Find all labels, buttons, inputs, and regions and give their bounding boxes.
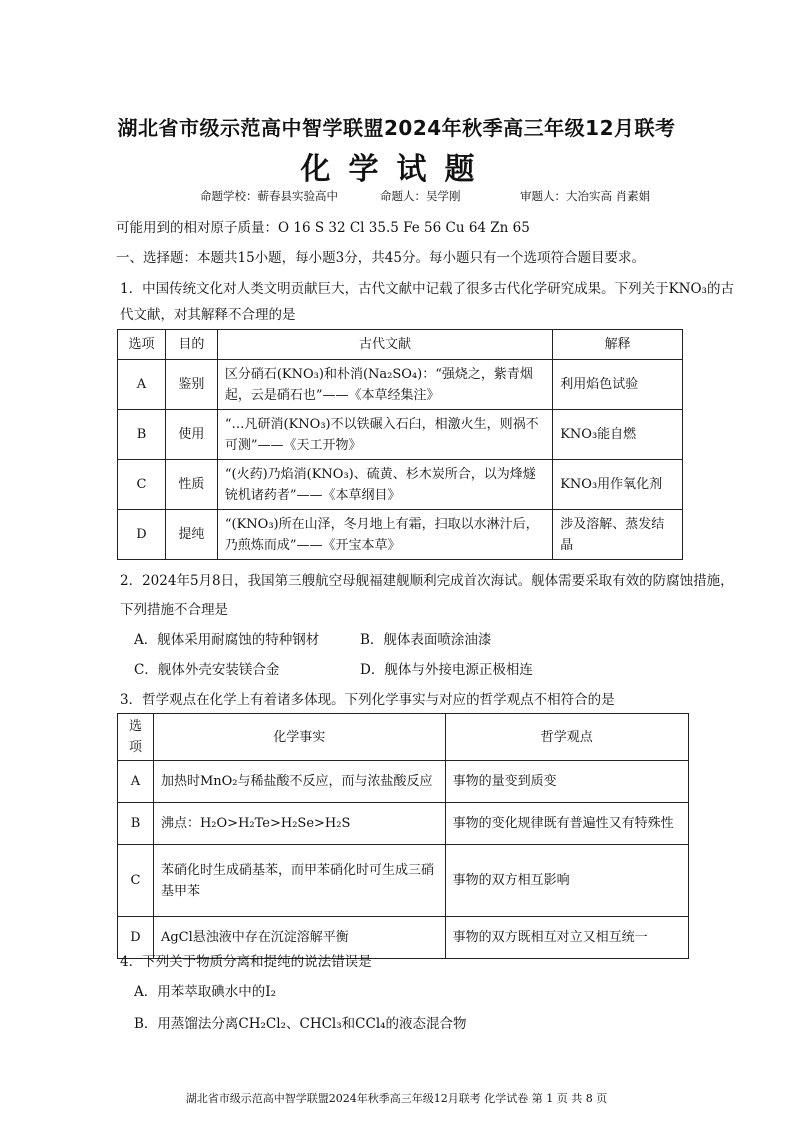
q3-header-option: 选项 <box>118 714 154 761</box>
page-footer: 湖北省市级示范高中智学联盟2024年秋季高三年级12月联考 化学试卷 第 1 页 共 8 页 <box>185 1092 608 1105</box>
q1-table <box>117 329 683 560</box>
q1-row-explain: 利用焰色试验 <box>553 360 683 410</box>
q1-row-purpose: 使用 <box>165 410 217 460</box>
q1-header-text: 古代文献 <box>217 330 552 360</box>
q3-row-option: B <box>118 803 154 845</box>
q3-row-option: A <box>118 761 154 803</box>
table-row <box>118 360 683 410</box>
q1-row-option: C <box>118 460 166 510</box>
q1-row-option: A <box>118 360 166 410</box>
table-row <box>118 460 683 510</box>
table-row <box>118 845 689 917</box>
q3-row-fact: 苯硝化时生成硝基苯，而甲苯硝化时可生成三硝基甲苯 <box>153 845 445 917</box>
q2-stem-1: 2．2024年5月8日，我国第三艘航空母舰福建舰顺利完成首次海试。舰体需要采取有效的防腐蚀措施， <box>120 573 734 589</box>
q1-row-option: B <box>118 410 166 460</box>
q3-header-view: 哲学观点 <box>445 714 688 761</box>
proposer-author: 命题人：吴学刚 <box>380 189 461 203</box>
q1-row-purpose: 性质 <box>165 460 217 510</box>
table-row <box>118 761 689 803</box>
q4-option-a: A．用苯萃取碘水中的I₂ <box>134 984 276 1000</box>
q2-option-b: B．舰体表面喷涂油漆 <box>360 632 492 648</box>
q3-table <box>117 713 689 959</box>
exam-subject: 化学试题 <box>300 152 493 187</box>
q2-option-c: C．舰体外壳安装镁合金 <box>134 662 280 678</box>
q3-header-fact: 化学事实 <box>153 714 445 761</box>
q2-option-a: A．舰体采用耐腐蚀的特种钢材 <box>134 632 320 648</box>
q3-row-fact: 沸点：H₂O>H₂Te>H₂Se>H₂S <box>153 803 445 845</box>
q3-row-option: D <box>118 917 154 959</box>
q1-row-option: D <box>118 510 166 560</box>
q1-row-explain: 涉及溶解、蒸发结晶 <box>553 510 683 560</box>
q1-row-explain: KNO₃用作氧化剂 <box>553 460 683 510</box>
q1-row-purpose: 提纯 <box>165 510 217 560</box>
q1-stem-1: 1．中国传统文化对人类文明贡献巨大，古代文献中记载了很多古代化学研究成果。下列关于KNO₃的古 <box>120 281 734 297</box>
q3-stem: 3．哲学观点在化学上有着诸多体现。下列化学事实与对应的哲学观点不相符合的是 <box>120 692 615 708</box>
q1-row-text: 区分硝石(KNO₃)和朴消(Na₂SO₄)：“强烧之，紫青烟起，云是硝石也”——《本草经集注》 <box>217 360 552 410</box>
q2-stem-2: 下列措施不合理是 <box>120 602 228 618</box>
table-row <box>118 510 683 560</box>
q1-row-text: “…凡研消(KNO₃)不以铁碾入石臼，相激火生，则祸不可测”——《天工开物》 <box>217 410 552 460</box>
q3-row-view: 事物的量变到质变 <box>445 761 688 803</box>
q4-stem: 4．下列关于物质分离和提纯的说法错误是 <box>120 954 372 970</box>
atomic-mass-line: 可能用到的相对原子质量：O 16 S 32 Cl 35.5 Fe 56 Cu 64 Zn 65 <box>116 220 530 236</box>
q1-table-header <box>118 330 683 360</box>
q3-table-header <box>118 714 689 761</box>
q1-row-purpose: 鉴别 <box>165 360 217 410</box>
q3-row-view: 事物的双方既相互对立又相互统一 <box>445 917 688 959</box>
proposer-school: 命题学校：蕲春县实验高中 <box>200 189 338 203</box>
q3-row-fact: 加热时MnO₂与稀盐酸不反应，而与浓盐酸反应 <box>153 761 445 803</box>
exam-title: 湖北省市级示范高中智学联盟2024年秋季高三年级12月联考 <box>117 116 676 140</box>
q3-row-option: C <box>118 845 154 917</box>
q3-row-fact: AgCl悬浊液中存在沉淀溶解平衡 <box>153 917 445 959</box>
table-row <box>118 410 683 460</box>
q1-stem-2: 代文献，对其解释不合理的是 <box>120 307 296 323</box>
table-row <box>118 803 689 845</box>
q4-option-b: B．用蒸馏法分离CH₂Cl₂、CHCl₃和CCl₄的液态混合物 <box>134 1016 467 1032</box>
reviewer: 审题人：大冶实高 肖素娟 <box>520 189 651 203</box>
q1-row-text: “(KNO₃)所在山泽，冬月地上有霜，扫取以水淋汁后，乃煎炼而成”——《开宝本草》 <box>217 510 552 560</box>
q3-row-view: 事物的双方相互影响 <box>445 845 688 917</box>
q3-row-view: 事物的变化规律既有普遍性又有特殊性 <box>445 803 688 845</box>
q1-header-explain: 解释 <box>553 330 683 360</box>
q1-header-option: 选项 <box>118 330 166 360</box>
q1-row-text: “(火药)乃焰消(KNO₃)、硫黄、杉木炭所合，以为烽燧铳机诸药者”——《本草纲目》 <box>217 460 552 510</box>
q1-header-purpose: 目的 <box>165 330 217 360</box>
q1-row-explain: KNO₃能自燃 <box>553 410 683 460</box>
section-heading: 一、选择题：本题共15小题，每小题3分，共45分。每小题只有一个选项符合题目要求。 <box>116 250 645 266</box>
q2-option-d: D．舰体与外接电源正极相连 <box>360 662 533 678</box>
